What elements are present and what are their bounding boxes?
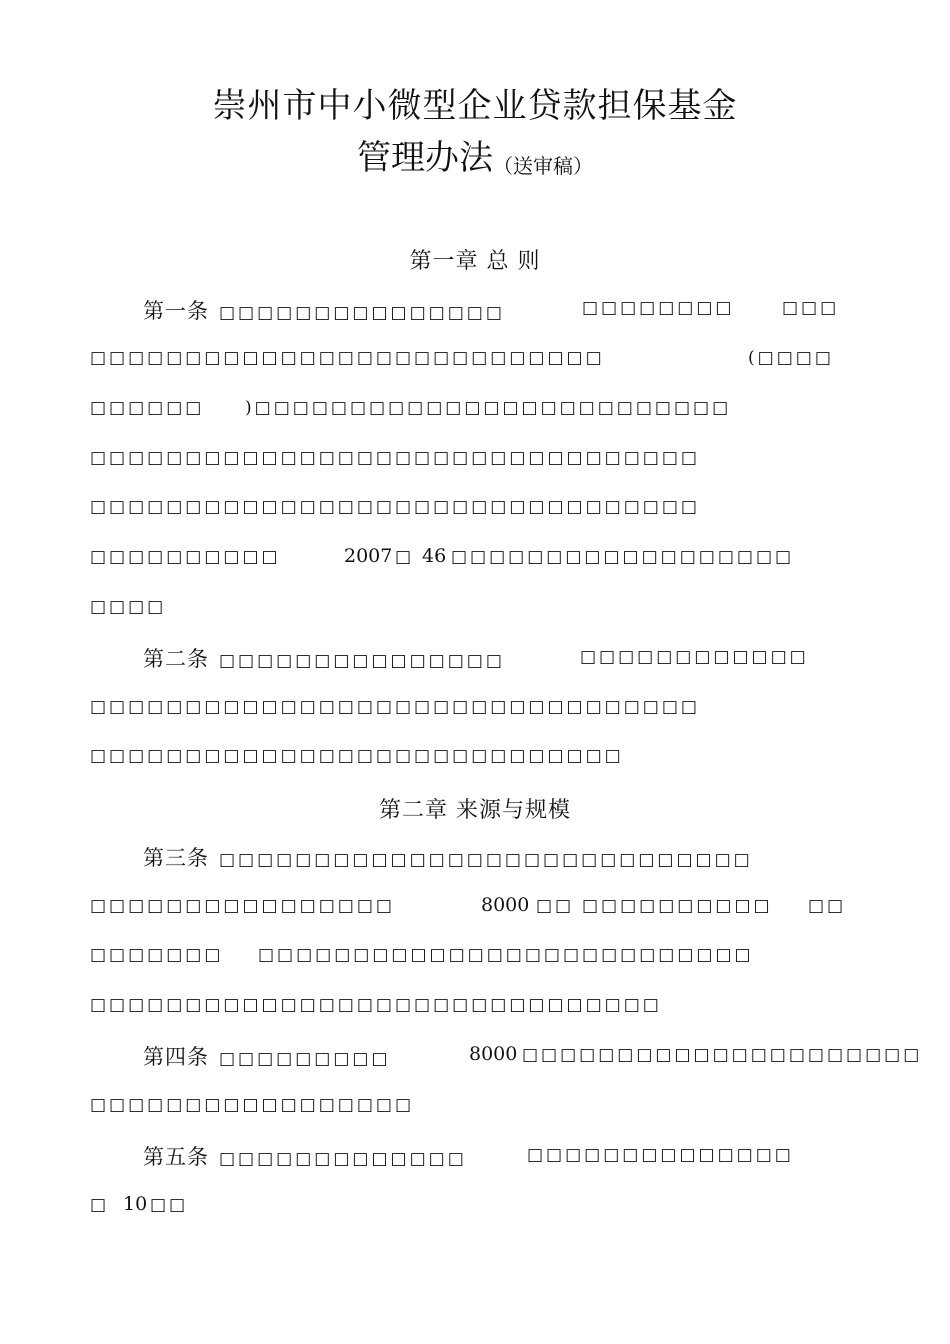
chapter-heading: 第一章 总 则 xyxy=(409,249,541,274)
article-label: 第三条 xyxy=(143,846,209,870)
article-line xyxy=(143,643,505,673)
text-segment: □□□□□□□□□□ xyxy=(90,547,281,567)
document-title: 崇州市中小微型企业贷款担保基金 xyxy=(212,86,738,126)
text-line: □□□□□□□□□□□□□□□□□□□□□□□□□□□□ xyxy=(90,746,624,766)
article-label: 第二条 xyxy=(143,647,209,671)
text-segment: )□□□□□□□□□□□□□□□□□□□□□□□□□ xyxy=(245,398,732,418)
text-segment: □□□□□□□□□□□□ xyxy=(580,647,809,667)
text-segment: □□□□□□□□□□□□□□□ xyxy=(219,651,505,671)
article-line xyxy=(143,295,505,325)
subtitle-text: 管理办法 xyxy=(357,138,493,178)
text-segment: □□□□□□□□□□□□□□□ xyxy=(219,303,505,323)
text-segment: □□□□□□□□□□□□□□ xyxy=(527,1145,794,1165)
text-segment: □□□□□□□ xyxy=(90,945,224,965)
article-label: 第五条 xyxy=(143,1145,209,1169)
text-line: □□□□□□□□□□□□□□□□□□□□□□□□□□□□□□□□ xyxy=(90,497,700,517)
text-segment: (□□□□ xyxy=(748,348,834,368)
number-segment: 8000 xyxy=(469,1043,518,1065)
text-segment: □□□□□□□□ xyxy=(582,298,735,318)
text-line: □□□□ xyxy=(90,597,167,617)
text-segment: □ xyxy=(90,1195,110,1215)
text-segment: □□□□□□□□□□ xyxy=(582,896,773,916)
number-segment: 2007 xyxy=(344,545,393,567)
text-line: □□□□□□□□□□□□□□□□□□□□□□□□□□□□□□□□ xyxy=(90,448,700,468)
text-line: □□□□□□□□□□□□□□□□□ xyxy=(90,1095,415,1115)
text-segment: □□□□□□□□□□□□□□□□ xyxy=(90,896,395,916)
text-segment: □□□□□□□□□□□□□□□□□□□□□□□□□□□□ xyxy=(219,850,753,870)
article-label: 第一条 xyxy=(143,299,209,323)
text-segment: □□□□□□□□□□□□□□□□□□□□□□□□□□□ xyxy=(90,348,605,368)
text-segment: □□ xyxy=(150,1195,189,1215)
number-segment: 8000 xyxy=(481,894,530,916)
text-segment: □□ xyxy=(536,896,575,916)
document-subtitle xyxy=(0,130,950,179)
text-segment: □□□□□□□□□ xyxy=(219,1049,391,1069)
text-segment: □□ xyxy=(808,896,847,916)
text-segment: □□□□□□ xyxy=(90,398,205,418)
article-line xyxy=(143,842,753,872)
draft-note: （送审稿） xyxy=(493,154,593,178)
article-line xyxy=(143,1141,467,1171)
number-segment: 10 xyxy=(123,1193,148,1215)
text-segment: □□□ xyxy=(782,298,840,318)
text-line: □□□□□□□□□□□□□□□□□□□□□□□□□□□□□□ xyxy=(90,995,662,1015)
text-segment: □□□□□□□□□□□□□ xyxy=(219,1149,467,1169)
text-segment: □□□□□□□□□□□□□□□□□□□□□□□□□□ xyxy=(258,945,754,965)
text-segment: □□□□□□□□□□□□□□□□□□ xyxy=(451,547,795,567)
number-segment: 46 xyxy=(422,545,447,567)
text-segment: □ xyxy=(395,547,415,567)
article-label: 第四条 xyxy=(143,1045,209,1069)
chapter-heading: 第二章 来源与规模 xyxy=(379,798,571,823)
text-line: □□□□□□□□□□□□□□□□□□□□□□□□□□□□□□□□ xyxy=(90,697,700,717)
article-line xyxy=(143,1041,391,1071)
text-segment: □□□□□□□□□□□□□□□□□□□□□ xyxy=(522,1045,923,1065)
